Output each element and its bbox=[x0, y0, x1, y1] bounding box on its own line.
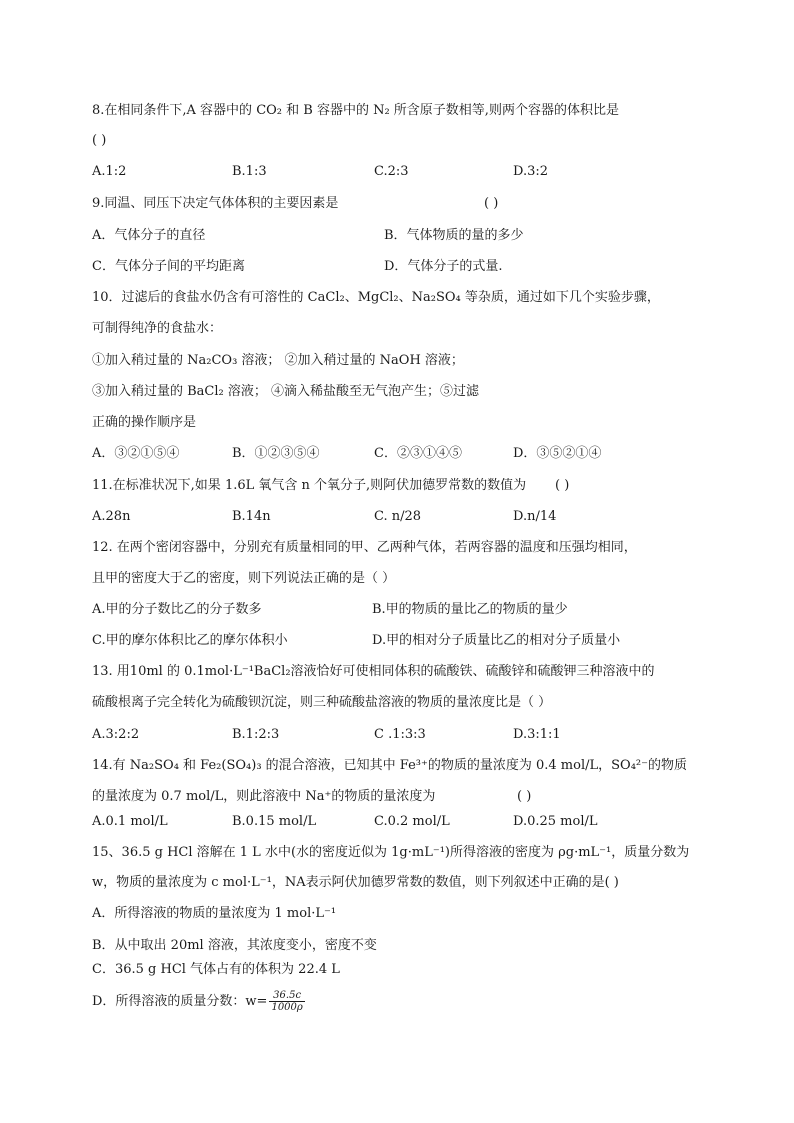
q8-option-a: A.1:2 bbox=[92, 164, 127, 179]
q14-option-a: A.0.1 mol/L bbox=[92, 814, 168, 829]
q14-option-b: B.0.15 mol/L bbox=[232, 814, 317, 829]
q9-option-c: C．气体分子间的平均距离 bbox=[92, 259, 245, 274]
q11-stem: 11.在标准状况下,如果 1.6L 氧气含 n 个氧分子,则阿伏加德罗常数的数值为 bbox=[92, 478, 527, 493]
q10-steps-line-1: ①加入稍过量的 Na₂CO₃ 溶液； ②加入稍过量的 NaOH 溶液； bbox=[92, 353, 464, 368]
q12-stem-line-2: 且甲的密度大于乙的密度，则下列说法正确的是（ ） bbox=[92, 571, 396, 586]
q14-stem-line-1: 14.有 Na₂SO₄ 和 Fe₂(SO₄)₃ 的混合溶液，已知其中 Fe³⁺的物质的量浓度为 0.4 mol/L，SO₄²⁻的物质 bbox=[92, 758, 687, 773]
q14-stem-line-2: 的量浓度为 0.7 mol/L，则此溶液中 Na⁺的物质的量浓度为 bbox=[92, 789, 436, 804]
q8-option-d: D.3:2 bbox=[513, 164, 549, 179]
q14-bracket: ( ) bbox=[517, 789, 532, 804]
q10-steps-line-2: ③加入稍过量的 BaCl₂ 溶液； ④滴入稀盐酸至无气泡产生；⑤过滤 bbox=[92, 384, 480, 399]
q15-fraction-denominator: 1000ρ bbox=[271, 1002, 303, 1013]
q10-options bbox=[92, 445, 702, 463]
q11-options bbox=[92, 508, 702, 526]
q10-option-b: B．①②③⑤④ bbox=[232, 446, 320, 461]
q15-option-b: B．从中取出 20ml 溶液，其浓度变小，密度不变 bbox=[92, 938, 377, 953]
q9-options-row-2 bbox=[92, 258, 702, 276]
q15-option-a: A．所得溶液的物质的量浓度为 1 mol·L⁻¹ bbox=[92, 906, 337, 921]
q14-options bbox=[92, 813, 702, 831]
q9-bracket: ( ) bbox=[484, 196, 499, 211]
q8-option-b: B.1:3 bbox=[232, 164, 267, 179]
q9-option-a: A．气体分子的直径 bbox=[92, 228, 206, 243]
q15-fraction-numerator: 36.5c bbox=[269, 990, 304, 1002]
q15-fraction bbox=[269, 990, 304, 1013]
q13-stem-line-2: 硫酸根离子完全转化为硫酸钡沉淀，则三种硫酸盐溶液的物质的量浓度比是（ ） bbox=[92, 695, 552, 710]
q12-options-row-1 bbox=[92, 601, 702, 619]
q12-option-c: C.甲的摩尔体积比乙的摩尔体积小 bbox=[92, 633, 288, 648]
q15-stem-line-2: w，物质的量浓度为 c mol·L⁻¹，NA表示阿伏加德罗常数的数值，则下列叙述中正确的是( ) bbox=[92, 875, 619, 890]
q8-bracket: ( ) bbox=[92, 133, 107, 148]
q11-stem-row bbox=[92, 477, 702, 495]
q13-stem-line-1: 13. 用10ml 的 0.1mol·L⁻¹BaCl₂溶液恰好可使相同体积的硫酸铁、硫酸锌和硫酸钾三种溶液中的 bbox=[92, 664, 655, 679]
q11-option-d: D.n/14 bbox=[513, 509, 557, 524]
q9-stem-row bbox=[92, 195, 702, 213]
q8-options bbox=[92, 163, 702, 181]
q12-option-b: B.甲的物质的量比乙的物质的量少 bbox=[372, 602, 568, 617]
q13-option-d: D.3:1:1 bbox=[513, 727, 561, 742]
q15-stem-line-1: 15、36.5 g HCl 溶解在 1 L 水中(水的密度近似为 1g·mL⁻¹)所得溶液的密度为 ρg·mL⁻¹，质量分数为 bbox=[92, 845, 690, 860]
q15-option-d-prefix: D．所得溶液的质量分数：w= bbox=[92, 994, 268, 1009]
q9-stem: 9.同温、同压下决定气体体积的主要因素是 bbox=[92, 196, 339, 211]
q15-option-c: C．36.5 g HCl 气体占有的体积为 22.4 L bbox=[92, 962, 340, 977]
q14-stem-row-2 bbox=[92, 788, 702, 806]
q10-option-d: D．③⑤②①④ bbox=[513, 446, 602, 461]
q10-stem-line-2: 可制得纯净的食盐水： bbox=[92, 321, 223, 336]
q8-stem: 8.在相同条件下,A 容器中的 CO₂ 和 B 容器中的 N₂ 所含原子数相等,则两个容器的体积比是 bbox=[92, 103, 619, 118]
q13-option-c: C .1:3:3 bbox=[374, 727, 426, 742]
q10-option-c: C．②③①④⑤ bbox=[374, 446, 462, 461]
q11-option-c: C. n/28 bbox=[374, 509, 422, 524]
q9-options-row-1 bbox=[92, 227, 702, 245]
q10-stem-line-1: 10．过滤后的食盐水仍含有可溶性的 CaCl₂、MgCl₂、Na₂SO₄ 等杂质，通过如下几个实验步骤， bbox=[92, 290, 660, 305]
q11-option-a: A.28n bbox=[92, 509, 131, 524]
q11-option-b: B.14n bbox=[232, 509, 271, 524]
q14-option-c: C.0.2 mol/L bbox=[374, 814, 450, 829]
q10-option-a: A．③②①⑤④ bbox=[92, 446, 180, 461]
q11-bracket: ( ) bbox=[555, 478, 570, 493]
q14-option-d: D.0.25 mol/L bbox=[513, 814, 598, 829]
q15-option-d bbox=[92, 990, 702, 1014]
q9-option-d: D．气体分子的式量. bbox=[384, 259, 503, 274]
q13-option-a: A.3:2:2 bbox=[92, 727, 140, 742]
q10-prompt: 正确的操作顺序是 bbox=[92, 415, 197, 430]
q12-option-d: D.甲的相对分子质量比乙的相对分子质量小 bbox=[372, 633, 621, 648]
q13-options bbox=[92, 726, 702, 744]
q8-option-c: C.2:3 bbox=[374, 164, 409, 179]
q9-option-b: B．气体物质的量的多少 bbox=[384, 228, 524, 243]
q12-stem-line-1: 12. 在两个密闭容器中，分别充有质量相同的甲、乙两种气体，若两容器的温度和压强均相同， bbox=[92, 540, 637, 555]
q13-option-b: B.1:2:3 bbox=[232, 727, 280, 742]
q12-option-a: A.甲的分子数比乙的分子数多 bbox=[92, 602, 262, 617]
q12-options-row-2 bbox=[92, 632, 702, 650]
